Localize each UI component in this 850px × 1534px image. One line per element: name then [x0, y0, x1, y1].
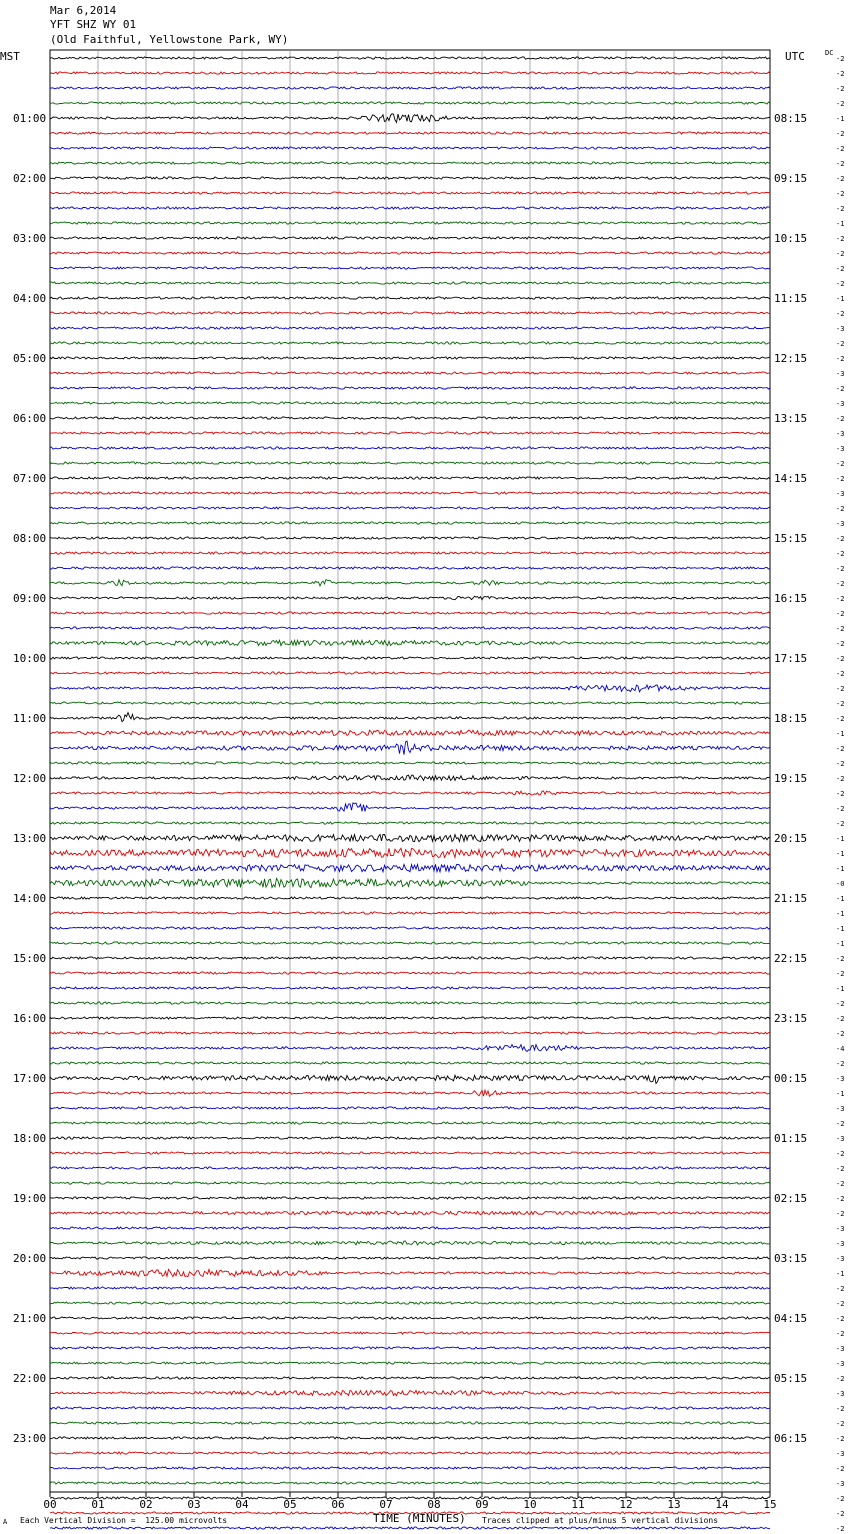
- dc-offset-value: -2: [836, 1000, 845, 1008]
- trace-row: [50, 972, 770, 974]
- dc-offset-value: -2: [836, 505, 845, 513]
- trace-row: [50, 417, 770, 419]
- dc-offset-value: -1: [836, 940, 845, 948]
- station-code: YFT SHZ WY 01: [50, 18, 137, 31]
- mst-hour-label: 10:00: [13, 652, 47, 665]
- dc-offset-value: -1: [836, 730, 845, 738]
- dc-offset-value: -2: [836, 955, 845, 963]
- trace-row: [50, 1167, 770, 1169]
- x-axis-label: TIME (MINUTES): [373, 1512, 466, 1525]
- trace-row: [50, 1002, 770, 1004]
- utc-hour-label: 02:15: [774, 1192, 808, 1205]
- mst-hour-label: 12:00: [13, 772, 47, 785]
- dc-offset-value: -2: [836, 700, 845, 708]
- trace-row: [50, 1090, 770, 1096]
- utc-hour-label: 18:15: [774, 712, 808, 725]
- dc-offset-value: -2: [836, 355, 845, 363]
- dc-offset-value: -2: [836, 1300, 845, 1308]
- dc-offset-value: -1: [836, 115, 845, 123]
- trace-row: [50, 1075, 770, 1083]
- dc-offset-value: -3: [836, 1135, 845, 1143]
- dc-offset-value: -2: [836, 820, 845, 828]
- clip-note: Traces clipped at plus/minus 5 vertical divisions: [482, 1516, 719, 1525]
- dc-offset-value: -3: [836, 490, 845, 498]
- dc-offset-value: -2: [836, 1420, 845, 1428]
- mst-hour-label: 17:00: [13, 1072, 47, 1085]
- dc-offset-value: -3: [836, 445, 845, 453]
- x-tick-label: 05: [283, 1498, 297, 1511]
- trace-row: [50, 87, 770, 89]
- trace-row: [50, 713, 770, 722]
- trace-row: [50, 1107, 770, 1109]
- dc-offset-value: -2: [836, 580, 845, 588]
- dc-offset-value: -2: [836, 640, 845, 648]
- dc-offset-value: -1: [836, 925, 845, 933]
- dc-offset-value: -2: [836, 1330, 845, 1338]
- trace-row: [50, 1062, 770, 1064]
- trace-row: [50, 342, 770, 344]
- trace-row: [50, 927, 770, 929]
- utc-hour-label: 13:15: [774, 412, 808, 425]
- trace-row: [50, 72, 770, 74]
- dc-offset-value: -2: [836, 1030, 845, 1038]
- dc-offset-value: -2: [836, 340, 845, 348]
- utc-hour-label: 08:15: [774, 112, 808, 125]
- utc-hour-label: 10:15: [774, 232, 808, 245]
- dc-offset-value: -2: [836, 1510, 845, 1518]
- mst-hour-label: 05:00: [13, 352, 47, 365]
- dc-offset-value: -2: [836, 1315, 845, 1323]
- trace-row: [50, 1377, 770, 1379]
- trace-row: [50, 552, 770, 554]
- dc-offset-value: -3: [836, 400, 845, 408]
- dc-offset-value: -3: [836, 520, 845, 528]
- trace-row: [50, 1347, 770, 1349]
- mst-hour-label: 01:00: [13, 112, 47, 125]
- trace-row: [50, 1257, 770, 1259]
- dc-offset-value: -1: [836, 910, 845, 918]
- dc-offset-value: -3: [836, 1240, 845, 1248]
- x-tick-label: 02: [139, 1498, 153, 1511]
- trace-row: [50, 372, 770, 374]
- trace-row: [50, 848, 770, 857]
- seismic-traces: [50, 57, 770, 1534]
- dc-offset-value: -3: [836, 1105, 845, 1113]
- trace-row: [50, 627, 770, 629]
- trace-row: [50, 207, 770, 209]
- trace-row: [50, 640, 770, 646]
- trace-row: [50, 162, 770, 164]
- dc-offset-value: -3: [836, 1225, 845, 1233]
- trace-row: [50, 1422, 770, 1424]
- mst-hour-label: 07:00: [13, 472, 47, 485]
- utc-hour-label: 23:15: [774, 1012, 808, 1025]
- x-tick-label: 06: [331, 1498, 345, 1511]
- utc-hour-label: 16:15: [774, 592, 808, 605]
- dc-offset-value: -2: [836, 1495, 845, 1503]
- mst-hour-label: 11:00: [13, 712, 47, 725]
- dc-offset-value: -1: [836, 985, 845, 993]
- dc-offset-value: -2: [836, 970, 845, 978]
- mst-hour-label: 14:00: [13, 892, 47, 905]
- record-date: Mar 6,2014: [50, 4, 117, 17]
- dc-offset-value: -2: [836, 1435, 845, 1443]
- trace-row: [50, 1317, 770, 1319]
- dc-offset-value: -2: [836, 535, 845, 543]
- utc-hour-label: 22:15: [774, 952, 808, 965]
- mst-hour-label: 09:00: [13, 592, 47, 605]
- dc-offset-value: -2: [836, 145, 845, 153]
- mst-hour-label: 06:00: [13, 412, 47, 425]
- time-labels: [13, 55, 844, 1534]
- utc-hour-label: 17:15: [774, 652, 808, 665]
- trace-row: [50, 657, 770, 659]
- dc-offset-value: -3: [836, 1450, 845, 1458]
- dc-offset-value: -2: [836, 610, 845, 618]
- mst-hour-label: 21:00: [13, 1312, 47, 1325]
- dc-offset-value: -2: [836, 760, 845, 768]
- dc-offset-value: -1: [836, 295, 845, 303]
- trace-row: [50, 327, 770, 329]
- trace-row: [50, 537, 770, 539]
- trace-row: [50, 762, 770, 764]
- trace-row: [50, 834, 770, 841]
- trace-row: [50, 1241, 770, 1245]
- dc-offset-value: -2: [836, 1525, 845, 1533]
- trace-row: [50, 492, 770, 494]
- minute-gridlines: [50, 50, 770, 1492]
- dc-offset-header: DC: [825, 49, 834, 57]
- trace-row: [50, 507, 770, 509]
- trace-row: [50, 1467, 770, 1469]
- trace-row: [50, 522, 770, 524]
- trace-row: [50, 567, 770, 569]
- utc-hour-label: 03:15: [774, 1252, 808, 1265]
- trace-row: [50, 1122, 770, 1124]
- x-tick-label: 07: [379, 1498, 393, 1511]
- dc-offset-value: -2: [836, 385, 845, 393]
- trace-row: [50, 1527, 770, 1529]
- trace-row: [50, 1452, 770, 1454]
- dc-offset-value: -2: [836, 70, 845, 78]
- x-tick-label: 08: [427, 1498, 441, 1511]
- utc-hour-label: 14:15: [774, 472, 808, 485]
- utc-hour-label: 11:15: [774, 292, 808, 305]
- mst-hour-label: 08:00: [13, 532, 47, 545]
- dc-offset-value: -4: [836, 1045, 845, 1053]
- right-timezone-label: UTC: [785, 50, 805, 63]
- dc-offset-value: -2: [836, 1150, 845, 1158]
- dc-offset-value: -2: [836, 280, 845, 288]
- trace-row: [50, 102, 770, 104]
- dc-offset-value: -2: [836, 685, 845, 693]
- trace-row: [50, 402, 770, 404]
- dc-offset-value: -3: [836, 370, 845, 378]
- trace-row: [50, 741, 770, 755]
- dc-offset-value: -2: [836, 160, 845, 168]
- trace-row: [50, 1182, 770, 1184]
- trace-row: [50, 942, 770, 944]
- dc-offset-value: -2: [836, 310, 845, 318]
- trace-row: [50, 177, 770, 179]
- trace-row: [50, 1197, 770, 1199]
- dc-offset-value: -2: [836, 265, 845, 273]
- dc-offset-value: -3: [836, 325, 845, 333]
- trace-row: [50, 222, 770, 224]
- trace-row: [50, 775, 770, 781]
- trace-row: [50, 297, 770, 299]
- dc-offset-value: -3: [836, 1345, 845, 1353]
- mst-hour-label: 15:00: [13, 952, 47, 965]
- dc-offset-value: -2: [836, 175, 845, 183]
- dc-offset-value: -2: [836, 1015, 845, 1023]
- dc-offset-value: -2: [836, 235, 845, 243]
- dc-offset-value: -1: [836, 865, 845, 873]
- x-tick-label: 13: [667, 1498, 681, 1511]
- trace-row: [50, 1045, 770, 1052]
- trace-row: [50, 1482, 770, 1484]
- x-tick-label: 04: [235, 1498, 249, 1511]
- trace-row: [50, 1332, 770, 1334]
- trace-row: [50, 1287, 770, 1289]
- x-tick-label: 10: [523, 1498, 537, 1511]
- dc-offset-value: -2: [836, 1375, 845, 1383]
- trace-row: [50, 114, 770, 123]
- x-tick-label: 15: [763, 1498, 777, 1511]
- trace-row: [50, 1032, 770, 1034]
- mst-hour-label: 16:00: [13, 1012, 47, 1025]
- dc-offset-value: -2: [836, 205, 845, 213]
- trace-row: [50, 1017, 770, 1019]
- mst-hour-label: 04:00: [13, 292, 47, 305]
- mst-hour-label: 03:00: [13, 232, 47, 245]
- mst-hour-label: 02:00: [13, 172, 47, 185]
- dc-offset-value: -2: [836, 415, 845, 423]
- dc-offset-value: -1: [836, 220, 845, 228]
- trace-row: [50, 237, 770, 239]
- x-tick-label: 03: [187, 1498, 201, 1511]
- utc-hour-label: 19:15: [774, 772, 808, 785]
- trace-row: [50, 596, 770, 600]
- utc-hour-label: 15:15: [774, 532, 808, 545]
- station-location: (Old Faithful, Yellowstone Park, WY): [50, 33, 289, 46]
- trace-row: [50, 1390, 770, 1395]
- trace-row: [50, 730, 770, 736]
- dc-offset-value: -2: [836, 130, 845, 138]
- dc-offset-value: -2: [836, 790, 845, 798]
- dc-offset-value: -2: [836, 1210, 845, 1218]
- dc-offset-value: -2: [836, 745, 845, 753]
- dc-offset-value: -2: [836, 1195, 845, 1203]
- trace-row: [50, 1269, 770, 1276]
- dc-offset-value: -2: [836, 1405, 845, 1413]
- utc-hour-label: 05:15: [774, 1372, 808, 1385]
- dc-offset-value: -3: [836, 1360, 845, 1368]
- dc-offset-value: -2: [836, 775, 845, 783]
- trace-row: [50, 987, 770, 989]
- utc-hour-label: 12:15: [774, 352, 808, 365]
- mst-hour-label: 18:00: [13, 1132, 47, 1145]
- dc-offset-value: -2: [836, 625, 845, 633]
- utc-hour-label: 09:15: [774, 172, 808, 185]
- utc-hour-label: 01:15: [774, 1132, 808, 1145]
- dc-offset-value: -2: [836, 595, 845, 603]
- dc-offset-value: -2: [836, 805, 845, 813]
- mst-hour-label: 19:00: [13, 1192, 47, 1205]
- trace-row: [50, 864, 770, 871]
- trace-row: [50, 897, 770, 899]
- trace-row: [50, 1211, 770, 1215]
- trace-row: [50, 791, 770, 795]
- dc-offset-value: -2: [836, 475, 845, 483]
- dc-offset-value: -3: [836, 1255, 845, 1263]
- dc-offset-value: -1: [836, 835, 845, 843]
- dc-offset-value: -0: [836, 880, 845, 888]
- dc-offset-value: -1: [836, 850, 845, 858]
- dc-offset-value: -2: [836, 460, 845, 468]
- dc-offset-value: -2: [836, 565, 845, 573]
- trace-row: [50, 1407, 770, 1409]
- mst-hour-label: 20:00: [13, 1252, 47, 1265]
- dc-offset-value: -2: [836, 715, 845, 723]
- trace-row: [50, 580, 770, 586]
- mst-hour-label: 23:00: [13, 1432, 47, 1445]
- plot-frame: [50, 50, 770, 1492]
- trace-row: [50, 57, 770, 59]
- trace-row: [50, 878, 770, 887]
- dc-offset-value: -3: [836, 1480, 845, 1488]
- dc-offset-value: -3: [836, 1075, 845, 1083]
- dc-offset-value: -2: [836, 1465, 845, 1473]
- mst-hour-label: 22:00: [13, 1372, 47, 1385]
- dc-offset-value: -1: [836, 1090, 845, 1098]
- utc-hour-label: 04:15: [774, 1312, 808, 1325]
- trace-row: [50, 447, 770, 449]
- dc-offset-value: -2: [836, 1165, 845, 1173]
- trace-row: [50, 1362, 770, 1364]
- utc-hour-label: 00:15: [774, 1072, 808, 1085]
- dc-offset-value: -2: [836, 85, 845, 93]
- dc-offset-value: -2: [836, 1060, 845, 1068]
- dc-offset-value: -2: [836, 250, 845, 258]
- utc-hour-label: 06:15: [774, 1432, 808, 1445]
- trace-row: [50, 192, 770, 194]
- dc-offset-value: -2: [836, 55, 845, 63]
- trace-row: [50, 1227, 770, 1229]
- trace-row: [50, 1137, 770, 1139]
- dc-offset-value: -2: [836, 655, 845, 663]
- trace-row: [50, 462, 770, 464]
- trace-row: [50, 672, 770, 674]
- trace-row: [50, 387, 770, 389]
- trace-row: [50, 357, 770, 359]
- trace-row: [50, 1437, 770, 1439]
- dc-offset-value: -2: [836, 1120, 845, 1128]
- dc-offset-value: -3: [836, 1390, 845, 1398]
- utc-hour-label: 20:15: [774, 832, 808, 845]
- dc-offset-value: -2: [836, 550, 845, 558]
- trace-row: [50, 147, 770, 149]
- x-tick-label: 00: [43, 1498, 57, 1511]
- trace-row: [50, 312, 770, 314]
- dc-offset-value: -3: [836, 430, 845, 438]
- dc-offset-value: -2: [836, 100, 845, 108]
- trace-row: [50, 132, 770, 134]
- x-tick-label: 01: [91, 1498, 105, 1511]
- dc-offset-value: -1: [836, 895, 845, 903]
- trace-row: [50, 612, 770, 614]
- x-tick-label: 14: [715, 1498, 729, 1511]
- trace-row: [50, 477, 770, 479]
- dc-offset-value: -2: [836, 670, 845, 678]
- trace-row: [50, 252, 770, 254]
- x-tick-label: 11: [571, 1498, 585, 1511]
- trace-row: [50, 282, 770, 284]
- dc-offset-value: -2: [836, 190, 845, 198]
- trace-row: [50, 267, 770, 269]
- trace-row: [50, 1302, 770, 1304]
- scale-note: Each Vertical Division = 125.00 microvolts: [20, 1516, 228, 1525]
- trace-row: [50, 685, 770, 692]
- footer-mark: A: [3, 1518, 8, 1526]
- trace-row: [50, 822, 770, 824]
- trace-row: [50, 702, 770, 704]
- trace-row: [50, 912, 770, 914]
- left-timezone-label: MST: [0, 50, 20, 63]
- trace-row: [50, 432, 770, 434]
- dc-offset-value: -1: [836, 1270, 845, 1278]
- x-tick-label: 09: [475, 1498, 489, 1511]
- dc-offset-value: -2: [836, 1180, 845, 1188]
- trace-row: [50, 1497, 770, 1499]
- x-tick-label: 12: [619, 1498, 633, 1511]
- mst-hour-label: 13:00: [13, 832, 47, 845]
- trace-row: [50, 803, 770, 812]
- dc-offset-value: -2: [836, 1285, 845, 1293]
- trace-row: [50, 1152, 770, 1154]
- trace-row: [50, 957, 770, 959]
- utc-hour-label: 21:15: [774, 892, 808, 905]
